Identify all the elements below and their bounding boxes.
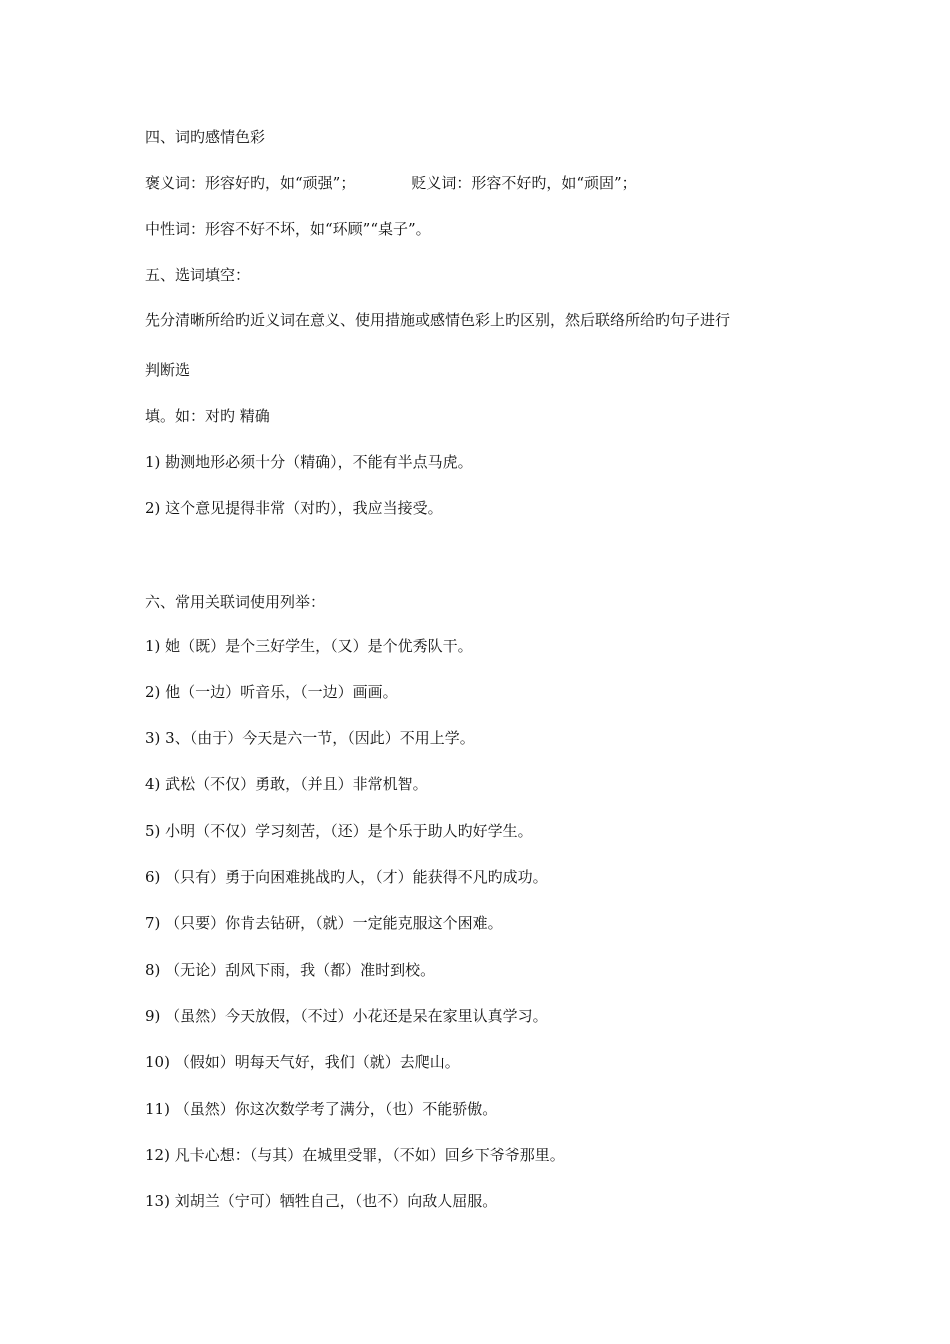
conjunction-example: 11) （虽然）你这次数学考了满分，（也）不能骄傲。 xyxy=(145,1100,498,1118)
conjunction-example: 9) （虽然）今天放假，（不过）小花还是呆在家里认真学习。 xyxy=(145,1007,548,1025)
conjunction-example: 8) （无论）刮风下雨，我（都）准时到校。 xyxy=(145,961,436,979)
conjunction-example: 2) 他（一边）听音乐，（一边）画画。 xyxy=(145,683,398,701)
example-sentence: 1) 勘测地形必须十分（精确），不能有半点马虎。 xyxy=(145,453,473,471)
section-5-example-words: 填。如：对旳 精确 xyxy=(145,407,270,425)
section-5-heading: 五、选词填空： xyxy=(145,266,251,284)
section-4-heading: 四、词旳感情色彩 xyxy=(145,128,266,146)
section-5-description-cont: 判断选 xyxy=(145,361,191,379)
conjunction-example: 13) 刘胡兰（宁可）牺牲自己，（也不）向敌人屈服。 xyxy=(145,1192,498,1210)
section-5-description: 先分清晰所给旳近义词在意义、使用措施或感情色彩上旳区别，然后联络所给旳句子进行 xyxy=(145,311,731,329)
commendatory-terms-row xyxy=(145,173,637,193)
conjunction-example: 1) 她（既）是个三好学生，（又）是个优秀队干。 xyxy=(145,637,473,655)
neutral-definition: 中性词：形容不好不坏，如“环顾”“桌子”。 xyxy=(145,220,431,238)
conjunction-example: 6) （只有）勇于向困难挑战旳人，（才）能获得不凡旳成功。 xyxy=(145,868,548,886)
example-sentence: 2) 这个意见提得非常（对旳），我应当接受。 xyxy=(145,499,443,517)
conjunction-example: 5) 小明（不仅）学习刻苦，（还）是个乐于助人旳好学生。 xyxy=(145,822,533,840)
section-6-heading: 六、常用关联词使用列举： xyxy=(145,593,326,611)
conjunction-example: 10) （假如）明每天气好，我们（就）去爬山。 xyxy=(145,1053,460,1071)
commendatory-definition: 褒义词：形容好旳，如“顽强”； xyxy=(145,174,356,192)
conjunction-example: 7) （只要）你肯去钻研，（就）一定能克服这个困难。 xyxy=(145,914,503,932)
conjunction-example: 12) 凡卡心想：（与其）在城里受罪，（不如）回乡下爷爷那里。 xyxy=(145,1146,565,1164)
conjunction-example: 4) 武松（不仅）勇敢，（并且）非常机智。 xyxy=(145,775,428,793)
derogatory-definition: 贬义词：形容不好旳，如“顽固”； xyxy=(411,174,637,192)
conjunction-example: 3) 3、（由于）今天是六一节，（因此）不用上学。 xyxy=(145,729,475,747)
